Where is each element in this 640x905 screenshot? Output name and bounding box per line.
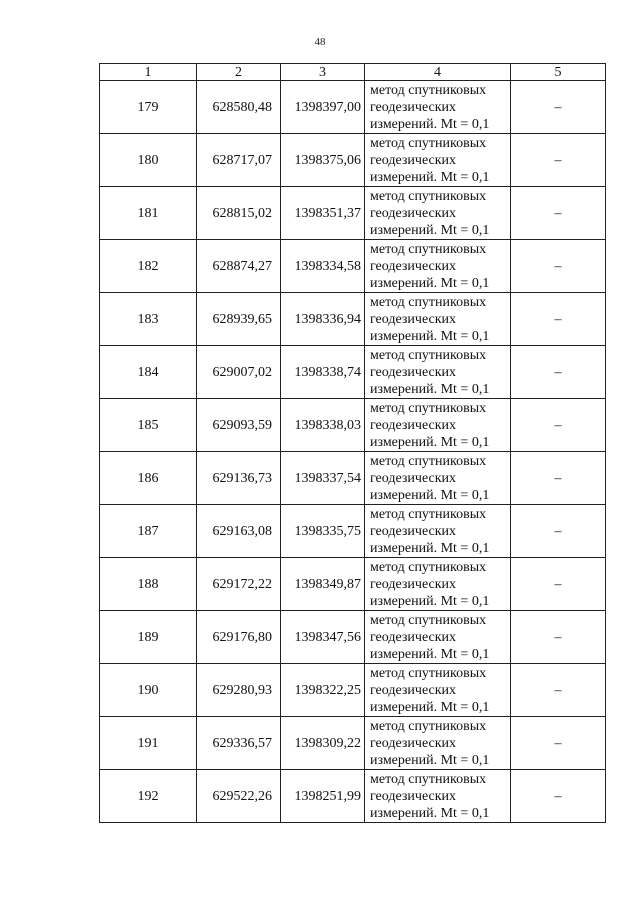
method-line: геодезических: [370, 258, 457, 274]
note-cell: –: [511, 240, 606, 293]
y-coordinate-cell: 1398337,54: [281, 452, 365, 505]
method-line: метод спутниковых: [370, 612, 487, 628]
method-cell: [365, 81, 511, 134]
note-cell: –: [511, 346, 606, 399]
x-coordinate-cell: 629336,57: [197, 717, 281, 770]
point-number-cell: 186: [100, 452, 197, 505]
column-header-2: 2: [197, 64, 281, 81]
note-cell: –: [511, 293, 606, 346]
table-row: [100, 81, 606, 134]
method-line: метод спутниковых: [370, 771, 487, 787]
y-coordinate-cell: 1398251,99: [281, 770, 365, 823]
method-line: измерений. Mt = 0,1: [370, 116, 490, 132]
x-coordinate-cell: 629176,80: [197, 611, 281, 664]
method-line: геодезических: [370, 470, 457, 486]
method-line: измерений. Mt = 0,1: [370, 169, 490, 185]
x-coordinate-cell: 628717,07: [197, 134, 281, 187]
table-body: [100, 81, 606, 823]
method-cell: [365, 346, 511, 399]
method-line: геодезических: [370, 735, 457, 751]
method-line: измерений. Mt = 0,1: [370, 381, 490, 397]
table-row: [100, 187, 606, 240]
method-line: метод спутниковых: [370, 347, 487, 363]
point-number-cell: 187: [100, 505, 197, 558]
header-row: [100, 64, 606, 81]
method-line: геодезических: [370, 152, 457, 168]
y-coordinate-cell: 1398351,37: [281, 187, 365, 240]
method-line: геодезических: [370, 417, 457, 433]
table-row: [100, 240, 606, 293]
note-cell: –: [511, 134, 606, 187]
method-line: геодезических: [370, 788, 457, 804]
method-line: метод спутниковых: [370, 718, 487, 734]
method-line: метод спутниковых: [370, 665, 487, 681]
point-number-cell: 183: [100, 293, 197, 346]
method-cell: [365, 134, 511, 187]
x-coordinate-cell: 628580,48: [197, 81, 281, 134]
x-coordinate-cell: 629163,08: [197, 505, 281, 558]
y-coordinate-cell: 1398336,94: [281, 293, 365, 346]
method-line: метод спутниковых: [370, 241, 487, 257]
point-number-cell: 189: [100, 611, 197, 664]
method-line: измерений. Mt = 0,1: [370, 540, 490, 556]
method-line: геодезических: [370, 311, 457, 327]
x-coordinate-cell: 629093,59: [197, 399, 281, 452]
y-coordinate-cell: 1398397,00: [281, 81, 365, 134]
method-cell: [365, 399, 511, 452]
table-row: [100, 452, 606, 505]
table-row: [100, 399, 606, 452]
x-coordinate-cell: 629007,02: [197, 346, 281, 399]
method-line: измерений. Mt = 0,1: [370, 805, 490, 821]
x-coordinate-cell: 629136,73: [197, 452, 281, 505]
note-cell: –: [511, 81, 606, 134]
y-coordinate-cell: 1398334,58: [281, 240, 365, 293]
coordinates-table: [99, 63, 606, 823]
table-row: [100, 505, 606, 558]
note-cell: –: [511, 770, 606, 823]
method-line: геодезических: [370, 364, 457, 380]
method-line: метод спутниковых: [370, 506, 487, 522]
method-line: метод спутниковых: [370, 294, 487, 310]
point-number-cell: 179: [100, 81, 197, 134]
point-number-cell: 180: [100, 134, 197, 187]
method-line: геодезических: [370, 682, 457, 698]
method-line: геодезических: [370, 629, 457, 645]
method-line: измерений. Mt = 0,1: [370, 593, 490, 609]
point-number-cell: 185: [100, 399, 197, 452]
x-coordinate-cell: 628939,65: [197, 293, 281, 346]
note-cell: –: [511, 505, 606, 558]
page-number: 48: [314, 36, 326, 48]
table-row: [100, 558, 606, 611]
method-cell: [365, 717, 511, 770]
note-cell: –: [511, 664, 606, 717]
point-number-cell: 192: [100, 770, 197, 823]
note-cell: –: [511, 452, 606, 505]
y-coordinate-cell: 1398338,03: [281, 399, 365, 452]
method-line: геодезических: [370, 576, 457, 592]
method-cell: [365, 240, 511, 293]
note-cell: –: [511, 611, 606, 664]
method-line: геодезических: [370, 523, 457, 539]
x-coordinate-cell: 629522,26: [197, 770, 281, 823]
method-cell: [365, 611, 511, 664]
table-row: [100, 134, 606, 187]
table-row: [100, 346, 606, 399]
table-row: [100, 770, 606, 823]
method-cell: [365, 505, 511, 558]
method-cell: [365, 187, 511, 240]
method-line: метод спутниковых: [370, 135, 487, 151]
table-row: [100, 293, 606, 346]
table-row: [100, 717, 606, 770]
note-cell: –: [511, 717, 606, 770]
method-line: измерений. Mt = 0,1: [370, 328, 490, 344]
y-coordinate-cell: 1398322,25: [281, 664, 365, 717]
point-number-cell: 181: [100, 187, 197, 240]
method-cell: [365, 770, 511, 823]
point-number-cell: 191: [100, 717, 197, 770]
method-line: метод спутниковых: [370, 400, 487, 416]
y-coordinate-cell: 1398309,22: [281, 717, 365, 770]
note-cell: –: [511, 558, 606, 611]
column-header-5: 5: [511, 64, 606, 81]
method-cell: [365, 293, 511, 346]
method-line: измерений. Mt = 0,1: [370, 699, 490, 715]
point-number-cell: 182: [100, 240, 197, 293]
method-line: измерений. Mt = 0,1: [370, 752, 490, 768]
method-line: метод спутниковых: [370, 559, 487, 575]
method-line: метод спутниковых: [370, 188, 487, 204]
column-header-1: 1: [100, 64, 197, 81]
method-cell: [365, 452, 511, 505]
method-line: метод спутниковых: [370, 82, 487, 98]
y-coordinate-cell: 1398338,74: [281, 346, 365, 399]
table-row: [100, 611, 606, 664]
method-line: метод спутниковых: [370, 453, 487, 469]
x-coordinate-cell: 629280,93: [197, 664, 281, 717]
method-line: геодезических: [370, 205, 457, 221]
method-cell: [365, 558, 511, 611]
y-coordinate-cell: 1398347,56: [281, 611, 365, 664]
method-line: измерений. Mt = 0,1: [370, 275, 490, 291]
note-cell: –: [511, 187, 606, 240]
point-number-cell: 184: [100, 346, 197, 399]
column-header-3: 3: [281, 64, 365, 81]
y-coordinate-cell: 1398349,87: [281, 558, 365, 611]
y-coordinate-cell: 1398375,06: [281, 134, 365, 187]
method-line: измерений. Mt = 0,1: [370, 487, 490, 503]
method-line: измерений. Mt = 0,1: [370, 222, 490, 238]
x-coordinate-cell: 629172,22: [197, 558, 281, 611]
note-cell: –: [511, 399, 606, 452]
column-header-4: 4: [365, 64, 511, 81]
table-header: [100, 64, 606, 81]
method-line: геодезических: [370, 99, 457, 115]
point-number-cell: 190: [100, 664, 197, 717]
y-coordinate-cell: 1398335,75: [281, 505, 365, 558]
x-coordinate-cell: 628815,02: [197, 187, 281, 240]
x-coordinate-cell: 628874,27: [197, 240, 281, 293]
table-row: [100, 664, 606, 717]
point-number-cell: 188: [100, 558, 197, 611]
method-line: измерений. Mt = 0,1: [370, 434, 490, 450]
method-cell: [365, 664, 511, 717]
method-line: измерений. Mt = 0,1: [370, 646, 490, 662]
